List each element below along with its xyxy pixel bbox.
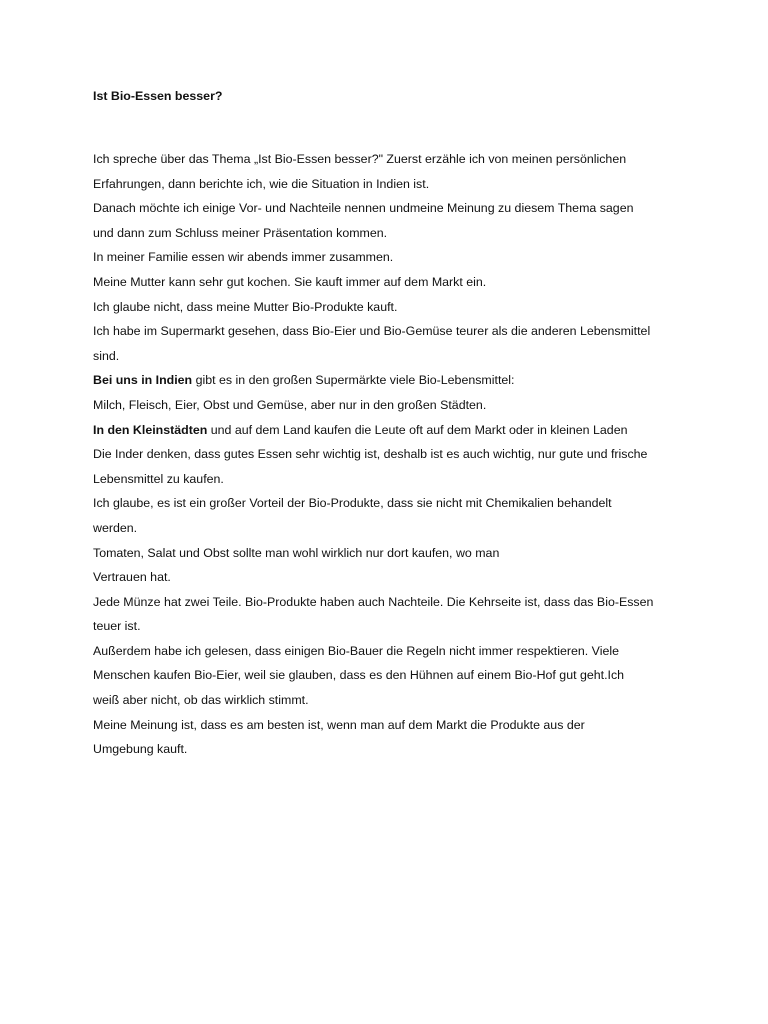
text-line: [93, 467, 683, 492]
line-text: Tomaten, Salat und Obst sollte man wohl wirklich nur dort kaufen, wo man: [93, 545, 500, 560]
line-text: teuer ist.: [93, 619, 141, 634]
text-line: [93, 270, 683, 295]
line-text: Menschen kaufen Bio-Eier, weil sie glauben, dass es den Hühnen auf einem Bio-Hof gut geht.Ich: [93, 668, 625, 683]
text-line: [93, 295, 683, 320]
text-line: [93, 221, 683, 246]
document-title: Ist Bio-Essen besser?: [93, 89, 223, 103]
bold-phrase: Bei uns in Indien: [93, 373, 193, 388]
line-text: In meiner Familie essen wir abends immer zusammen.: [93, 250, 394, 265]
line-text: Ich glaube nicht, dass meine Mutter Bio-Produkte kauft.: [93, 299, 398, 314]
text-line: [93, 663, 683, 688]
text-line: [93, 491, 683, 516]
line-text: Meine Meinung ist, dass es am besten ist, wenn man auf dem Markt die Produkte aus der: [93, 717, 585, 732]
text-line: [93, 172, 683, 197]
text-line: [93, 442, 683, 467]
line-text: Meine Mutter kann sehr gut kochen. Sie kauft immer auf dem Markt ein.: [93, 274, 487, 289]
line-text: Ich glaube, es ist ein großer Vorteil der Bio-Produkte, dass sie nicht mit Chemikalien behandelt: [93, 496, 612, 511]
line-text: Ich spreche über das Thema „Ist Bio-Essen besser?" Zuerst erzähle ich von meinen persönlichen: [93, 152, 627, 166]
text-line: [93, 393, 683, 418]
text-line: [93, 319, 683, 344]
text-line: [93, 565, 683, 590]
text-line: [93, 541, 683, 566]
text-line: [93, 614, 683, 639]
text-line: [93, 147, 683, 172]
line-text: Außerdem habe ich gelesen, dass einigen Bio-Bauer die Regeln nicht immer respektieren. Viele: [93, 643, 619, 658]
line-text: und dann zum Schluss meiner Präsentation kommen.: [93, 225, 388, 240]
text-line: [93, 516, 683, 541]
line-text: Danach möchte ich einige Vor- und Nachteile nennen undmeine Meinung zu diesem Thema sagen: [93, 201, 634, 216]
line-text: Die Inder denken, dass gutes Essen sehr wichtig ist, deshalb ist es auch wichtig, nur gute und frische: [93, 447, 648, 462]
line-text: Erfahrungen, dann berichte ich, wie die Situation in Indien ist.: [93, 176, 430, 191]
text-line: [93, 737, 683, 762]
text-line: [93, 418, 683, 443]
line-text: Vertrauen hat.: [93, 570, 171, 585]
line-text: Lebensmittel zu kaufen.: [93, 471, 224, 486]
text-line: [93, 713, 683, 738]
line-text: Umgebung kauft.: [93, 742, 188, 757]
line-text: Milch, Fleisch, Eier, Obst und Gemüse, aber nur in den großen Städten.: [93, 397, 487, 412]
document-body: [93, 147, 683, 762]
bold-phrase: In den Kleinstädten: [93, 422, 208, 437]
line-text: Ich habe im Supermarkt gesehen, dass Bio-Eier und Bio-Gemüse teurer als die anderen Lebensmittel: [93, 324, 651, 339]
line-text: und auf dem Land kaufen die Leute oft auf dem Markt oder in kleinen Laden: [207, 422, 628, 437]
text-line: [93, 368, 683, 393]
text-line: [93, 196, 683, 221]
text-line: [93, 688, 683, 713]
line-text: gibt es in den großen Supermärkte viele Bio-Lebensmittel:: [192, 373, 515, 388]
line-text: Jede Münze hat zwei Teile. Bio-Produkte haben auch Nachteile. Die Kehrseite ist, dass das Bio-Essen: [93, 594, 654, 609]
line-text: weiß aber nicht, ob das wirklich stimmt.: [93, 693, 309, 708]
line-text: sind.: [93, 348, 120, 363]
document-content: [93, 87, 683, 762]
text-line: [93, 245, 683, 270]
line-text: werden.: [93, 520, 138, 535]
text-line: [93, 639, 683, 664]
text-line: [93, 344, 683, 369]
text-line: [93, 590, 683, 615]
